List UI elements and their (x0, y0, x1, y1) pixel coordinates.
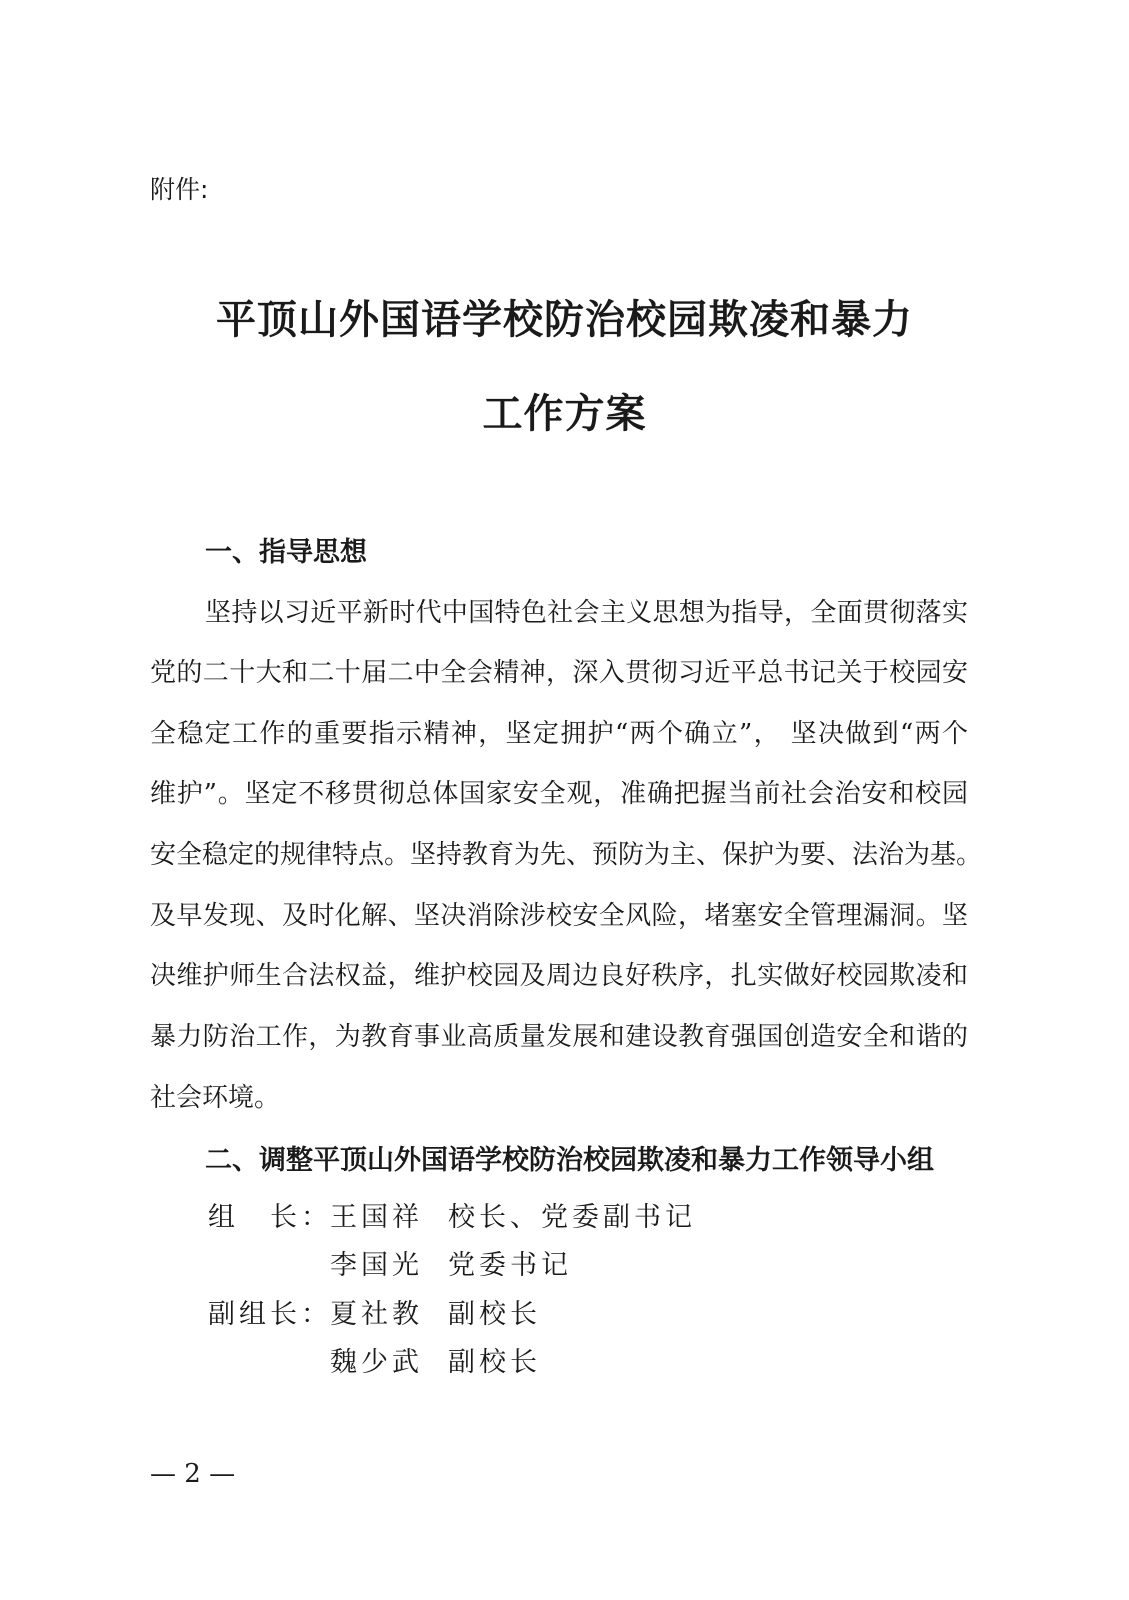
section-1-heading: 一、指导思想 (205, 537, 367, 568)
paragraph-line: 及早发现、及时化解、坚决消除涉校安全风险，堵塞安全管理漏洞。坚 (150, 901, 968, 931)
page-number: — 2 — (150, 1459, 236, 1489)
paragraph-line: 安全稳定的规律特点。坚持教育为先、预防为主、保护为要、法治为基。 (150, 840, 983, 870)
member-role: 组 长： (208, 1202, 332, 1233)
section-2-heading: 二、调整平顶山外国语学校防治校园欺凌和暴力工作领导小组 (205, 1145, 934, 1176)
paragraph-line: 社会环境。 (150, 1083, 281, 1113)
paragraph-line: 党的二十大和二十届二中全会精神，深入贯彻习近平总书记关于校园安 (150, 658, 968, 688)
member-name: 王国祥 (330, 1202, 423, 1233)
member-title: 党委书记 (448, 1250, 572, 1281)
attachment-label: 附件: (150, 175, 209, 204)
paragraph-line: 维护”。坚定不移贯彻总体国家安全观，准确把握当前社会治安和校园 (150, 779, 968, 809)
member-title: 副校长 (448, 1299, 541, 1330)
member-role: 副组长： (208, 1299, 332, 1330)
member-name: 夏社教 (330, 1299, 423, 1330)
document-title-line-1: 平顶山外国语学校防治校园欺凌和暴力 (216, 297, 913, 343)
paragraph-line: 决维护师生合法权益，维护校园及周边良好秩序，扎实做好校园欺凌和 (150, 961, 968, 991)
member-name: 魏少武 (330, 1347, 423, 1378)
paragraph-line: 暴力防治工作，为教育事业高质量发展和建设教育强国创造安全和谐的 (150, 1022, 968, 1052)
paragraph-line: 坚持以习近平新时代中国特色社会主义思想为指导，全面贯彻落实 (205, 598, 968, 628)
document-title-line-2: 工作方案 (482, 391, 647, 437)
member-title: 校长、党委副书记 (448, 1202, 696, 1233)
paragraph-line: 全稳定工作的重要指示精神，坚定拥护“两个确立”， 坚决做到“两个 (150, 719, 968, 749)
member-title: 副校长 (448, 1347, 541, 1378)
member-name: 李国光 (330, 1250, 423, 1281)
